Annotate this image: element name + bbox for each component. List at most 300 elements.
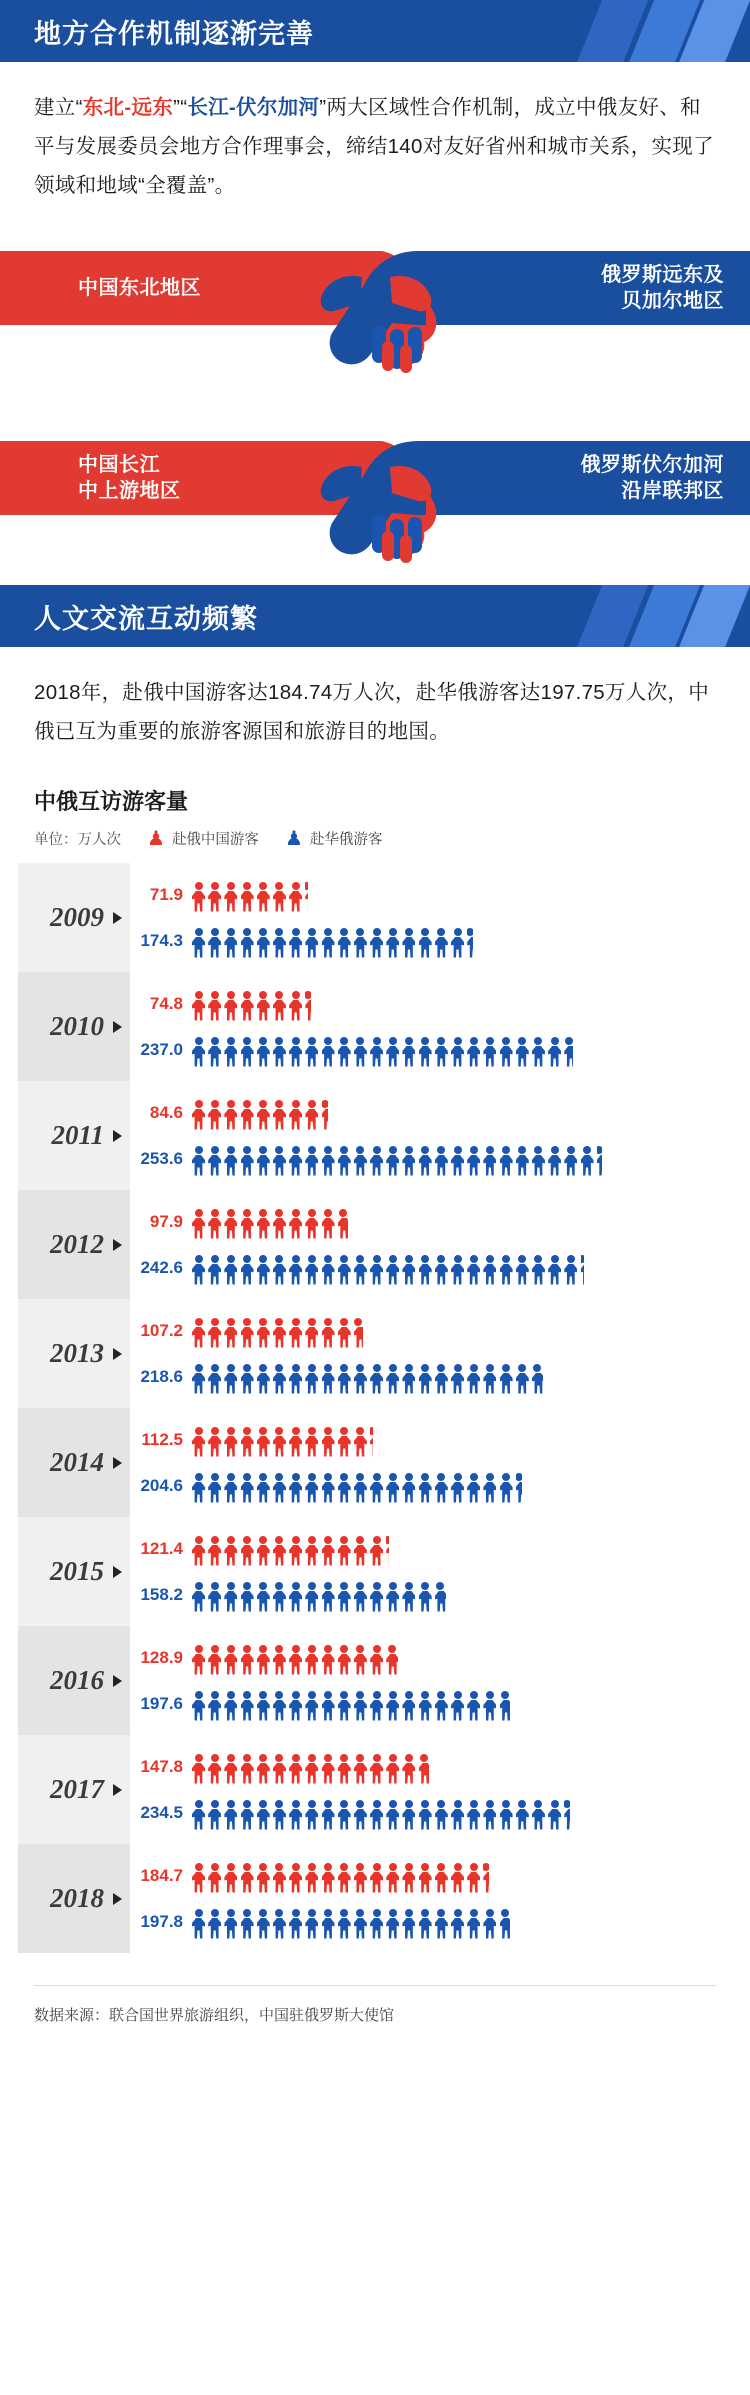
person-icon	[305, 1100, 318, 1130]
person-icon	[338, 1427, 351, 1457]
person-icon	[322, 1909, 335, 1939]
person-icon	[192, 1645, 205, 1675]
handshake-left-line2: 中上游地区	[78, 480, 181, 502]
person-icon	[500, 1255, 513, 1285]
person-icon-partial	[516, 1473, 522, 1503]
person-icon	[338, 1909, 351, 1939]
value-label: 107.2	[140, 1320, 183, 1340]
person-icon	[257, 1536, 270, 1566]
paragraph-part-1: 建立“	[34, 96, 83, 119]
person-icon: ♟	[284, 827, 303, 850]
person-icon	[257, 1209, 270, 1239]
series-line	[138, 1354, 750, 1400]
person-icon	[241, 1582, 254, 1612]
person-icon	[289, 1364, 302, 1394]
person-icon	[192, 1754, 205, 1784]
person-icon	[467, 1473, 480, 1503]
person-icon	[305, 1427, 318, 1457]
person-icon	[192, 1209, 205, 1239]
person-icon	[354, 1691, 367, 1721]
arrow-icon	[112, 1784, 128, 1796]
person-icon	[419, 1691, 432, 1721]
person-icon	[273, 1037, 286, 1067]
value-label: 97.9	[149, 1211, 183, 1231]
section-title: 人文交流互动频繁	[34, 603, 258, 634]
person-icon	[354, 1427, 367, 1457]
person-icon	[305, 928, 318, 958]
person-icon	[192, 1909, 205, 1939]
person-icon	[305, 1037, 318, 1067]
person-icon	[289, 1318, 302, 1348]
person-icon	[257, 1754, 270, 1784]
chart-row	[0, 1408, 750, 1517]
person-icon	[370, 1909, 383, 1939]
handshake-block-1	[0, 215, 750, 395]
person-icon	[305, 1645, 318, 1675]
section-header-local-cooperation	[0, 0, 750, 62]
person-icon	[322, 928, 335, 958]
person-icon	[208, 1582, 221, 1612]
person-icon	[370, 928, 383, 958]
person-icon	[548, 1255, 561, 1285]
person-icon	[305, 1473, 318, 1503]
handshake-icon	[186, 405, 566, 585]
person-icon	[581, 1146, 594, 1176]
pictogram-icons	[192, 1750, 432, 1784]
person-icon	[289, 1909, 302, 1939]
person-icon	[402, 1146, 415, 1176]
person-icon	[289, 1645, 302, 1675]
person-icon	[435, 1037, 448, 1067]
person-icon	[192, 1037, 205, 1067]
person-icon	[451, 1800, 464, 1830]
person-icon	[289, 928, 302, 958]
person-icon	[370, 1255, 383, 1285]
person-icon-partial	[581, 1255, 584, 1285]
person-icon	[208, 1364, 221, 1394]
person-icon	[322, 1364, 335, 1394]
person-icon	[516, 1800, 529, 1830]
person-icon	[435, 1800, 448, 1830]
person-icon	[289, 1863, 302, 1893]
pictogram-icons	[192, 1641, 401, 1675]
person-icon	[208, 1909, 221, 1939]
person-icon	[224, 1863, 237, 1893]
person-icon	[402, 1863, 415, 1893]
person-icon-partial	[322, 1100, 328, 1130]
handshake-right-line1: 俄罗斯伏尔加河	[580, 454, 724, 476]
value-label: 74.8	[149, 993, 183, 1013]
person-icon	[467, 1691, 480, 1721]
chart-legend	[34, 828, 716, 849]
person-icon	[273, 1473, 286, 1503]
person-icon	[386, 1691, 399, 1721]
legend-label: 赴华俄游客	[309, 832, 383, 848]
series-line	[138, 1526, 750, 1572]
person-icon	[241, 1255, 254, 1285]
person-icon	[208, 1037, 221, 1067]
person-icon	[338, 1473, 351, 1503]
series-line	[138, 1308, 750, 1354]
person-icon	[451, 1691, 464, 1721]
pictogram-icons	[192, 987, 315, 1021]
series-line	[138, 1027, 750, 1073]
legend-item-russia-to-china	[285, 828, 382, 849]
person-icon	[435, 1863, 448, 1893]
chart-row	[0, 1190, 750, 1299]
person-icon	[241, 1863, 254, 1893]
person-icon	[516, 1146, 529, 1176]
pictogram-icons	[192, 924, 476, 958]
person-icon	[257, 1100, 270, 1130]
pictogram-icons	[192, 1687, 513, 1721]
series-line	[138, 1417, 750, 1463]
chart-row	[0, 1626, 750, 1735]
person-icon	[289, 1209, 302, 1239]
chart-row	[0, 1299, 750, 1408]
person-icon	[338, 1536, 351, 1566]
person-icon	[305, 1536, 318, 1566]
person-icon	[338, 1318, 351, 1348]
person-icon	[548, 1146, 561, 1176]
person-icon	[273, 1427, 286, 1457]
value-label: 128.9	[140, 1647, 183, 1667]
person-icon	[435, 1255, 448, 1285]
person-icon	[224, 1209, 237, 1239]
value-label: 197.6	[140, 1693, 183, 1713]
person-icon	[305, 1364, 318, 1394]
person-icon	[435, 1364, 448, 1394]
person-icon	[224, 1909, 237, 1939]
person-icon	[257, 1800, 270, 1830]
person-icon	[273, 1209, 286, 1239]
person-icon	[338, 1255, 351, 1285]
person-icon	[548, 1037, 561, 1067]
series-line	[138, 1790, 750, 1836]
handshake-label-right	[601, 251, 724, 325]
pictogram-icons	[192, 1142, 605, 1176]
person-icon	[192, 1473, 205, 1503]
pictogram-icons	[192, 1532, 392, 1566]
person-icon	[257, 882, 270, 912]
person-icon	[370, 1691, 383, 1721]
person-icon	[257, 1427, 270, 1457]
person-icon	[483, 1691, 496, 1721]
person-icon	[208, 882, 221, 912]
person-icon	[241, 1909, 254, 1939]
person-icon-partial	[338, 1209, 348, 1239]
chart-row	[0, 972, 750, 1081]
person-icon	[402, 1473, 415, 1503]
year-label: 2017	[50, 1774, 104, 1804]
person-icon	[273, 1754, 286, 1784]
person-icon	[402, 1037, 415, 1067]
legend-label: 赴俄中国游客	[171, 832, 259, 848]
series-group	[128, 1744, 750, 1836]
series-group	[128, 1853, 750, 1945]
person-icon	[419, 1582, 432, 1612]
person-icon	[257, 1473, 270, 1503]
person-icon-partial	[500, 1909, 510, 1939]
person-icon	[224, 1318, 237, 1348]
person-icon	[338, 1863, 351, 1893]
person-icon	[208, 1645, 221, 1675]
person-icon	[564, 1255, 577, 1285]
person-icon	[500, 1146, 513, 1176]
person-icon	[338, 1146, 351, 1176]
person-icon	[289, 1146, 302, 1176]
handshake-label-left	[78, 441, 181, 515]
person-icon	[322, 1582, 335, 1612]
value-label: 237.0	[140, 1039, 183, 1059]
person-icon	[370, 1473, 383, 1503]
person-icon-partial	[532, 1364, 543, 1394]
person-icon	[548, 1800, 561, 1830]
person-icon	[273, 1691, 286, 1721]
person-icon	[322, 1863, 335, 1893]
person-icon	[224, 1255, 237, 1285]
year-label: 2014	[50, 1447, 104, 1477]
person-icon	[500, 1473, 513, 1503]
person-icon	[419, 1909, 432, 1939]
series-line	[138, 1853, 750, 1899]
series-line	[138, 981, 750, 1027]
person-icon	[224, 991, 237, 1021]
person-icon	[208, 991, 221, 1021]
series-line	[138, 1635, 750, 1681]
person-icon	[354, 1754, 367, 1784]
series-line	[138, 1245, 750, 1291]
series-line	[138, 1199, 750, 1245]
year-label: 2010	[50, 1011, 104, 1041]
section-title: 地方合作机制逐渐完善	[34, 18, 314, 49]
person-icon	[467, 1800, 480, 1830]
person-icon	[273, 1255, 286, 1285]
person-icon	[224, 1645, 237, 1675]
person-icon	[322, 1037, 335, 1067]
person-icon	[305, 1582, 318, 1612]
person-icon	[402, 1909, 415, 1939]
person-icon	[386, 928, 399, 958]
person-icon	[224, 1800, 237, 1830]
person-icon	[402, 1754, 415, 1784]
person-icon	[257, 1582, 270, 1612]
value-label: 112.5	[141, 1429, 183, 1449]
person-icon	[532, 1800, 545, 1830]
person-icon	[192, 1863, 205, 1893]
person-icon	[305, 1318, 318, 1348]
person-icon-partial	[597, 1146, 602, 1176]
value-label: 218.6	[140, 1366, 183, 1386]
person-icon	[257, 1318, 270, 1348]
person-icon	[273, 1645, 286, 1675]
series-group	[128, 1635, 750, 1727]
person-icon	[451, 1146, 464, 1176]
highlight-yangtze-volga: 长江-伏尔加河	[187, 96, 320, 119]
handshake-left-line1: 中国长江	[78, 454, 160, 476]
person-icon	[483, 1146, 496, 1176]
person-icon	[192, 1427, 205, 1457]
person-icon	[500, 1364, 513, 1394]
person-icon-partial	[305, 882, 308, 912]
person-icon	[192, 991, 205, 1021]
chart-row	[0, 863, 750, 972]
person-icon	[467, 1146, 480, 1176]
handshake-label-left	[78, 251, 201, 325]
person-icon	[289, 1255, 302, 1285]
person-icon	[289, 882, 302, 912]
pictogram-icons	[192, 1796, 574, 1830]
person-icon	[257, 1364, 270, 1394]
section-header-cultural-exchange	[0, 585, 750, 647]
person-icon	[322, 1318, 335, 1348]
person-icon	[402, 1800, 415, 1830]
person-icon	[273, 1800, 286, 1830]
person-icon	[370, 1364, 383, 1394]
person-icon	[500, 1800, 513, 1830]
person-icon	[386, 1037, 399, 1067]
person-icon	[370, 1800, 383, 1830]
pictogram-icons	[192, 1469, 525, 1503]
person-icon	[338, 1645, 351, 1675]
arrow-icon	[112, 1457, 128, 1469]
person-icon	[532, 1255, 545, 1285]
person-icon	[435, 928, 448, 958]
series-group	[128, 1090, 750, 1182]
person-icon	[224, 1100, 237, 1130]
person-icon	[370, 1536, 383, 1566]
person-icon	[419, 1863, 432, 1893]
value-label: 147.8	[140, 1756, 183, 1776]
series-line	[138, 1463, 750, 1509]
person-icon	[289, 1691, 302, 1721]
person-icon	[370, 1645, 383, 1675]
person-icon	[257, 1909, 270, 1939]
person-icon	[305, 1691, 318, 1721]
person-icon	[451, 1364, 464, 1394]
chart-row	[0, 1081, 750, 1190]
pictogram-icons	[192, 1859, 493, 1893]
person-icon	[354, 1800, 367, 1830]
person-icon-partial	[370, 1427, 373, 1457]
chart-title: 中俄互访游客量	[34, 789, 189, 814]
person-icon	[273, 1536, 286, 1566]
person-icon	[257, 928, 270, 958]
person-icon	[386, 1582, 399, 1612]
pictogram-icons	[192, 1905, 513, 1939]
series-group	[128, 1308, 750, 1400]
person-icon	[241, 1800, 254, 1830]
person-icon	[208, 1318, 221, 1348]
person-icon	[305, 1146, 318, 1176]
pictogram-icons	[192, 1033, 577, 1067]
person-icon	[402, 1255, 415, 1285]
person-icon	[419, 928, 432, 958]
person-icon-partial	[386, 1536, 389, 1566]
section1-paragraph	[34, 88, 716, 205]
person-icon	[322, 1754, 335, 1784]
person-icon	[289, 1800, 302, 1830]
person-icon	[241, 928, 254, 958]
year-label: 2015	[50, 1556, 104, 1586]
person-icon	[435, 1909, 448, 1939]
person-icon	[483, 1255, 496, 1285]
person-icon	[370, 1582, 383, 1612]
arrow-icon	[112, 1348, 128, 1360]
person-icon	[419, 1800, 432, 1830]
person-icon	[451, 928, 464, 958]
person-icon	[354, 928, 367, 958]
series-line	[138, 1136, 750, 1182]
person-icon	[338, 928, 351, 958]
year-label: 2009	[50, 902, 104, 932]
legend-item-china-to-russia	[147, 828, 259, 849]
person-icon	[564, 1146, 577, 1176]
series-line	[138, 1090, 750, 1136]
person-icon	[516, 1037, 529, 1067]
arrow-icon	[112, 1021, 128, 1033]
person-icon	[354, 1255, 367, 1285]
person-icon	[208, 1100, 221, 1130]
pictogram-icons	[192, 1578, 449, 1612]
value-label: 71.9	[149, 884, 183, 904]
person-icon	[224, 1037, 237, 1067]
person-icon	[467, 1364, 480, 1394]
person-icon	[208, 1691, 221, 1721]
person-icon	[224, 1582, 237, 1612]
person-icon	[224, 1473, 237, 1503]
person-icon	[322, 1473, 335, 1503]
person-icon	[257, 1691, 270, 1721]
chart-source: 数据来源：联合国世界旅游组织，中国驻俄罗斯大使馆	[34, 1985, 716, 2025]
person-icon	[289, 1754, 302, 1784]
person-icon	[419, 1037, 432, 1067]
person-icon	[241, 1146, 254, 1176]
pictogram-icons	[192, 1314, 366, 1348]
pictogram-icons	[192, 878, 312, 912]
person-icon	[208, 1800, 221, 1830]
value-label: 84.6	[149, 1102, 183, 1122]
person-icon	[467, 1863, 480, 1893]
person-icon	[192, 1691, 205, 1721]
person-icon	[354, 1582, 367, 1612]
person-icon	[241, 1427, 254, 1457]
person-icon	[354, 1645, 367, 1675]
person-icon	[483, 1037, 496, 1067]
series-group	[128, 1199, 750, 1291]
person-icon	[241, 1318, 254, 1348]
person-icon	[241, 1754, 254, 1784]
person-icon-partial	[435, 1582, 446, 1612]
series-group	[128, 1526, 750, 1618]
arrow-icon	[112, 1130, 128, 1142]
value-label: 242.6	[140, 1257, 183, 1277]
person-icon	[305, 1255, 318, 1285]
person-icon	[192, 1364, 205, 1394]
person-icon	[305, 1863, 318, 1893]
person-icon	[241, 1037, 254, 1067]
arrow-icon	[112, 1566, 128, 1578]
person-icon-partial	[500, 1691, 510, 1721]
section2-paragraph: 2018年，赴俄中国游客达184.74万人次，赴华俄游客达197.75万人次，中俄已互为重要的旅游客源国和旅游目的地国。	[34, 681, 710, 743]
person-icon	[322, 1645, 335, 1675]
person-icon	[386, 1473, 399, 1503]
person-icon	[289, 1037, 302, 1067]
person-icon	[208, 1473, 221, 1503]
person-icon	[224, 882, 237, 912]
value-label: 121.4	[140, 1538, 183, 1558]
person-icon	[192, 928, 205, 958]
